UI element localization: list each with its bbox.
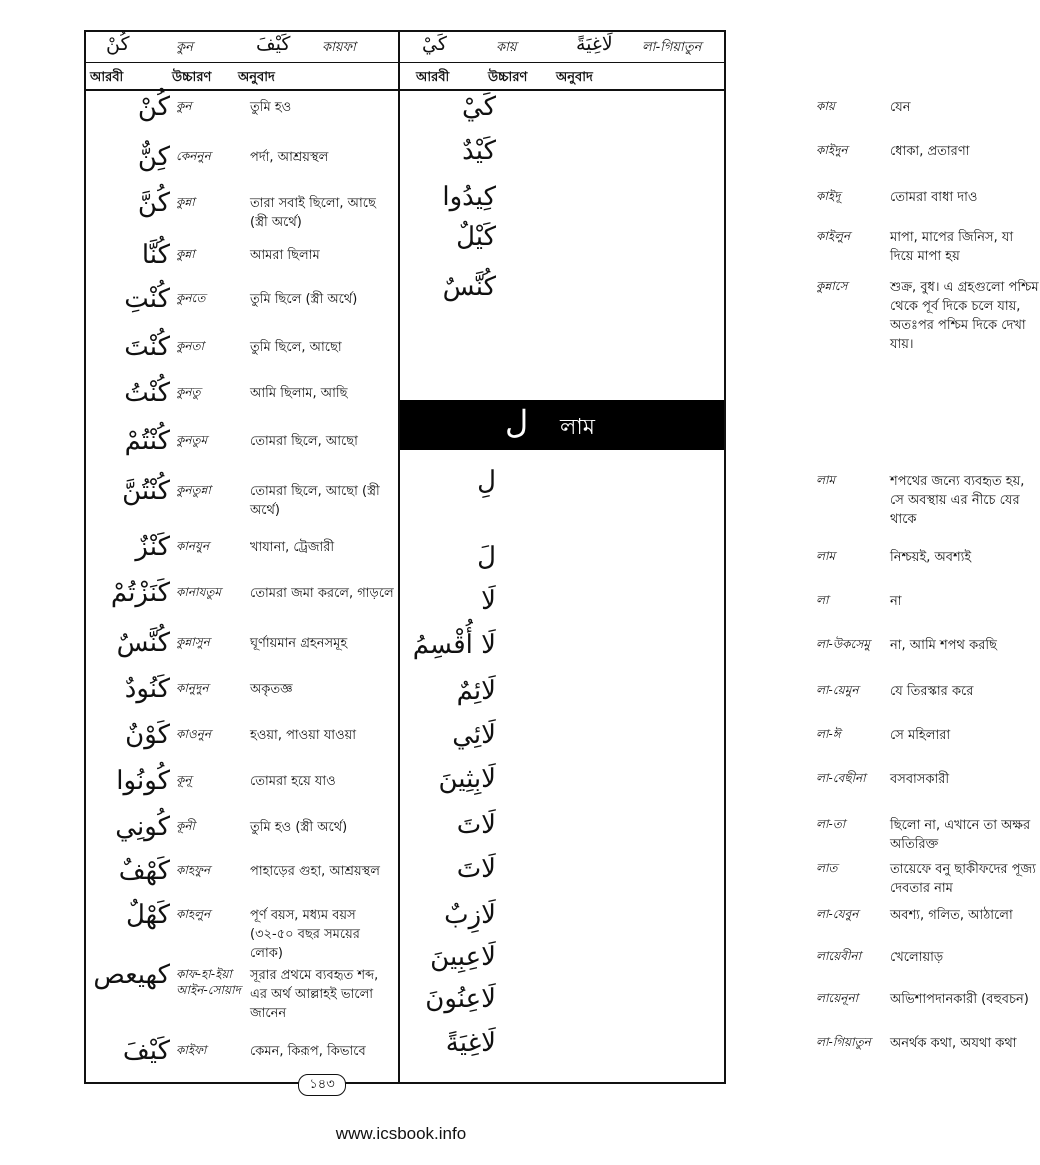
meaning: ধোকা, প্রতারণা bbox=[890, 144, 970, 159]
meaning: পূর্ণ বয়স, মধ্যম বয়স (৩২-৫০ বছর সময়ের লোক) bbox=[250, 908, 360, 961]
page-header bbox=[86, 32, 724, 63]
meaning: তোমরা ছিলে, আছো bbox=[250, 434, 358, 449]
meaning: আমরা ছিলাম bbox=[250, 248, 320, 263]
pronunciation: কুনতা bbox=[176, 339, 205, 353]
heading-arabic-left: আরবী bbox=[90, 70, 124, 85]
arabic-word: كُنَّا bbox=[141, 240, 170, 270]
arabic-word: كُونُوا bbox=[116, 766, 170, 796]
meaning: তুমি ছিলে (স্ত্রী অর্থে) bbox=[250, 292, 358, 307]
meaning: তুমি ছিলে, আছো bbox=[250, 340, 342, 355]
meaning: তারা সবাই ছিলো, আছে (স্ত্রী অর্থে) bbox=[250, 196, 376, 230]
meaning: না bbox=[890, 594, 902, 609]
pronunciation: কুনতে bbox=[176, 291, 206, 305]
arabic-word: كُنْتُنَّ bbox=[122, 476, 170, 506]
meaning: ছিলো না, এখানে তা অক্ষর অতিরিক্ত bbox=[890, 818, 1031, 852]
arabic-word: لَازِبٌ bbox=[444, 900, 496, 930]
pronunciation: কেননুন bbox=[176, 149, 211, 163]
pronunciation: কাইদুন bbox=[816, 143, 848, 157]
meaning: আমি ছিলাম, আছি bbox=[250, 386, 348, 401]
header-left-pron-1: কুন bbox=[176, 40, 193, 55]
arabic-word: لَا أُقْسِمُ bbox=[412, 630, 496, 660]
meaning: অনর্থক কথা, অযথা কথা bbox=[890, 1036, 1017, 1051]
arabic-word: لَاغِيَةً bbox=[445, 1028, 496, 1058]
arabic-word: لَا bbox=[481, 586, 496, 616]
pronunciation: কূনূ bbox=[176, 773, 192, 787]
meaning: বসবাসকারী bbox=[890, 772, 950, 787]
arabic-word: لَاعِنُونَ bbox=[425, 984, 496, 1014]
meaning: তোমরা হয়ে যাও bbox=[250, 774, 336, 789]
meaning: তোমরা ছিলে, আছো (স্ত্রী অর্থে) bbox=[250, 484, 380, 518]
meaning: খাযানা, ট্রেজারী bbox=[250, 540, 335, 555]
arabic-word: كُونِي bbox=[115, 812, 170, 842]
pronunciation: লা-তা bbox=[816, 817, 846, 831]
meaning: পর্দা, আশ্রয়স্থল bbox=[250, 150, 329, 165]
meaning: যেন bbox=[890, 100, 911, 115]
pronunciation: কুনতুম bbox=[176, 433, 208, 447]
pronunciation: কুন্না bbox=[176, 195, 195, 209]
pronunciation: কাইলুন bbox=[816, 229, 851, 243]
heading-meaning-right: অনুবাদ bbox=[556, 70, 593, 85]
pronunciation: কুন্নাসুন bbox=[176, 635, 210, 649]
meaning: অবশ্য, গলিত, আঠালো bbox=[890, 908, 1013, 923]
arabic-word: كَهْفٌ bbox=[118, 856, 170, 886]
header-left-pron-2: কায়ফা bbox=[322, 40, 356, 55]
pronunciation: কুন bbox=[176, 99, 192, 113]
pronunciation: লা-যেবুন bbox=[816, 907, 859, 921]
arabic-word: كَيْلٌ bbox=[456, 222, 496, 252]
heading-meaning-left: অনুবাদ bbox=[238, 70, 275, 85]
meaning: হওয়া, পাওয়া যাওয়া bbox=[250, 728, 357, 743]
meaning: তুমি হও (স্ত্রী অর্থে) bbox=[250, 820, 348, 835]
column-divider bbox=[398, 32, 400, 1082]
meaning: তায়েফে বনু ছাকীফদের পূজ্য দেবতার নাম bbox=[890, 862, 1036, 896]
meaning: সূরার প্রথমে ব্যবহৃত শব্দ, এর অর্থ আল্লাহই ভালো জানেন bbox=[250, 968, 379, 1021]
pronunciation: কুনতু bbox=[176, 385, 201, 399]
pronunciation: কূনী bbox=[176, 819, 195, 833]
arabic-word: لَائِمٌ bbox=[456, 676, 496, 706]
pronunciation: লা-য়েমুন bbox=[816, 683, 859, 697]
pronunciation: কাওনুন bbox=[176, 727, 212, 741]
page-number: ১৪৩ bbox=[298, 1074, 346, 1096]
footer-url: www.icsbook.info bbox=[335, 1124, 467, 1143]
arabic-word: لَ bbox=[477, 542, 496, 572]
heading-pron-right: উচ্চারণ bbox=[488, 70, 528, 85]
header-right-pron-1: কায় bbox=[496, 40, 517, 55]
arabic-word: كُنْتُمْ bbox=[124, 426, 170, 456]
arabic-word: كَنُودٌ bbox=[124, 674, 170, 704]
meaning: না, আমি শপথ করছি bbox=[890, 638, 997, 653]
pronunciation: কাইফা bbox=[176, 1043, 207, 1057]
banner-letter: ل bbox=[505, 403, 529, 441]
pronunciation: কাইদূ bbox=[816, 189, 841, 203]
arabic-word: كَنَزْتُمْ bbox=[110, 578, 170, 608]
meaning: তুমি হও bbox=[250, 100, 292, 115]
arabic-word: كَهْلٌ bbox=[125, 900, 170, 930]
arabic-word: لَابِثِينَ bbox=[438, 764, 496, 794]
pronunciation: কুন্নাসে bbox=[816, 279, 848, 293]
arabic-word: كُنَّسٌ bbox=[116, 628, 170, 658]
pronunciation: কাহলুন bbox=[176, 907, 211, 921]
meaning: কেমন, কিরূপ, কিভাবে bbox=[250, 1044, 366, 1059]
pronunciation: লাম bbox=[816, 549, 836, 563]
pronunciation: লা-উকসেমু bbox=[816, 637, 870, 651]
meaning: সে মহিলারা bbox=[890, 728, 951, 743]
meaning: ঘূর্ণায়মান গ্রহনসমূহ bbox=[250, 636, 348, 651]
arabic-word: لَائِي bbox=[452, 720, 496, 750]
pronunciation: কানাযতুম bbox=[176, 585, 222, 599]
header-left-arabic-1: كُنْ bbox=[106, 33, 130, 55]
pronunciation: লা-বেছীনা bbox=[816, 771, 866, 785]
pronunciation: লা-ঈ bbox=[816, 727, 841, 741]
pronunciation: কায় bbox=[816, 99, 835, 113]
dictionary-page bbox=[84, 30, 1039, 1084]
arabic-word: كَيْ bbox=[461, 92, 496, 122]
pronunciation: লা bbox=[816, 593, 829, 607]
meaning: অভিশাপদানকারী (বহুবচন) bbox=[890, 992, 1029, 1007]
arabic-word: كَيْدٌ bbox=[462, 136, 496, 166]
header-left-arabic-2: كَيْفَ bbox=[256, 33, 291, 55]
meaning: অকৃতজ্ঞ bbox=[250, 682, 293, 697]
arabic-word: كَوْنٌ bbox=[125, 720, 170, 750]
arabic-word: لَاتَ bbox=[456, 810, 496, 840]
arabic-word: كَيْفَ bbox=[122, 1036, 170, 1066]
arabic-word: لَاتَ bbox=[456, 854, 496, 884]
meaning: পাহাড়ের গুহা, আশ্রয়স্থল bbox=[250, 864, 380, 879]
arabic-word: كِيدُوا bbox=[442, 182, 496, 212]
meaning: খেলোয়াড় bbox=[890, 950, 944, 965]
heading-arabic-right: আরবী bbox=[416, 70, 450, 85]
header-right-arabic-2: لَاغِيَةً bbox=[576, 33, 613, 55]
meaning: শপথের জন্যে ব্যবহৃত হয়, সে অবস্থায় এর নীচে যের থাকে bbox=[890, 474, 1025, 527]
meaning: নিশ্চয়ই, অবশ্যই bbox=[890, 550, 972, 565]
arabic-word: كِنٌّ bbox=[137, 142, 170, 172]
meaning: মাপা, মাপের জিনিস, যা দিয়ে মাপা হয় bbox=[890, 230, 1014, 264]
arabic-word: كُنَّسٌ bbox=[442, 272, 496, 302]
arabic-word: لَاعِبِينَ bbox=[430, 942, 496, 972]
pronunciation: কুন্না bbox=[176, 247, 195, 261]
pronunciation: কানুদুন bbox=[176, 681, 209, 695]
header-right-pron-2: লা-গিয়াতুন bbox=[642, 40, 702, 55]
banner-title: লাম bbox=[560, 415, 595, 440]
pronunciation: লাম bbox=[816, 473, 836, 487]
pronunciation: কুনতুন্না bbox=[176, 483, 211, 497]
column-headings bbox=[86, 63, 724, 91]
pronunciation: লায়েবীনা bbox=[816, 949, 862, 963]
arabic-word: كُنْتِ bbox=[124, 284, 170, 314]
arabic-word: كَنْزٌ bbox=[135, 532, 170, 562]
header-right-arabic-1: كَيْ bbox=[422, 33, 447, 55]
meaning: তোমরা জমা করলে, গাড়লে bbox=[250, 586, 394, 601]
pronunciation: কানযুন bbox=[176, 539, 210, 553]
arabic-word: كُنْ bbox=[137, 92, 170, 122]
pronunciation: লাত bbox=[816, 861, 838, 875]
meaning: তোমরা বাধা দাও bbox=[890, 190, 978, 205]
arabic-word: كُنْتُ bbox=[124, 378, 170, 408]
arabic-word: كُنْتَ bbox=[124, 332, 170, 362]
meaning: যে তিরস্কার করে bbox=[890, 684, 974, 699]
pronunciation: লা-গিয়াতুন bbox=[816, 1035, 871, 1049]
section-banner-lam bbox=[400, 400, 724, 450]
pronunciation: কাফ-হা-ইয়া আইন-সোয়াদ bbox=[176, 967, 241, 997]
arabic-word: كهيعص bbox=[93, 960, 170, 990]
arabic-word: لِ bbox=[477, 466, 496, 496]
meaning: শুক্র, বুধ। এ গ্রহগুলো পশ্চিম থেকে পূর্ব দিকে চলে যায়, অতঃপর পশ্চিম দিকে দেখা যায়। bbox=[890, 280, 1039, 352]
pronunciation: কাহফুন bbox=[176, 863, 211, 877]
heading-pron-left: উচ্চারণ bbox=[172, 70, 212, 85]
arabic-word: كُنَّ bbox=[137, 188, 170, 218]
pronunciation: লায়েনূনা bbox=[816, 991, 859, 1005]
